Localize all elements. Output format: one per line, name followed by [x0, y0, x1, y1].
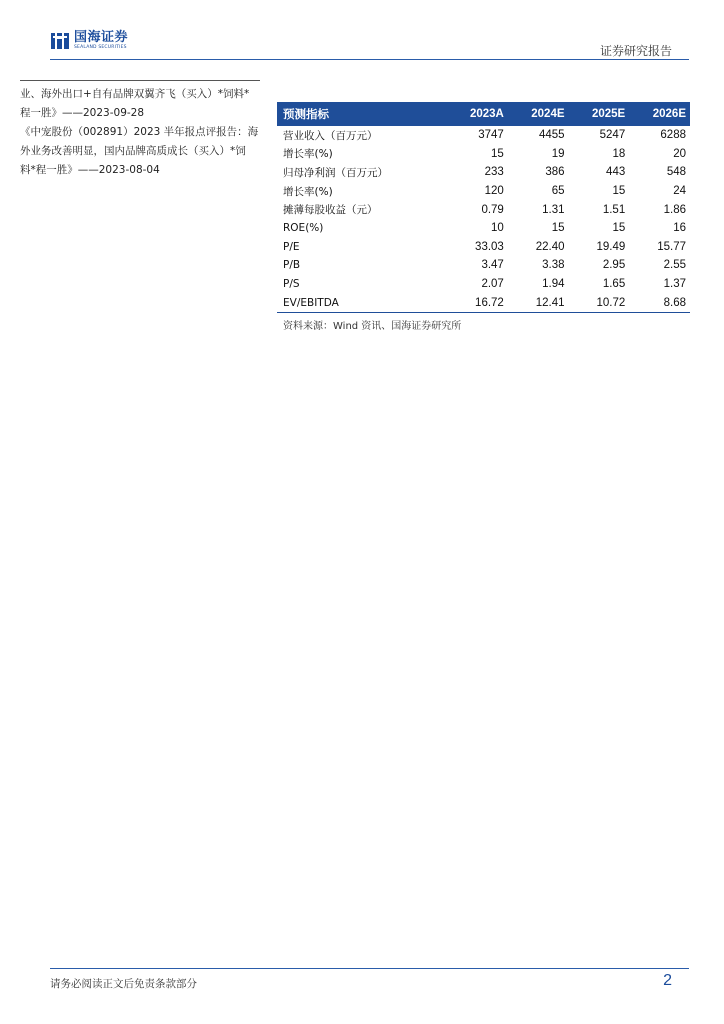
- value-cell: 0.79: [481, 203, 504, 216]
- value-cell: 3747: [478, 129, 504, 142]
- row-label-cell: P/S: [283, 278, 300, 291]
- value-cell: 1.65: [602, 278, 626, 291]
- table-row: [277, 256, 690, 275]
- value-cell: 443: [606, 166, 626, 179]
- value-cell: 18: [612, 147, 626, 160]
- reference-line: 程一胜》——2023-09-28: [20, 107, 145, 119]
- row-label-cell: 营业收入（百万元）: [283, 129, 378, 142]
- value-cell: 16.72: [446, 293, 508, 312]
- value-cell: 65: [551, 185, 565, 198]
- value-cell: 8.68: [629, 293, 690, 312]
- reference-line: 料*程一胜》——2023-08-04: [20, 164, 160, 176]
- row-label-cell: 归母净利润（百万元）: [283, 166, 388, 179]
- company-logo: [50, 31, 128, 51]
- value-cell: 120: [484, 185, 504, 198]
- table-row: [277, 219, 690, 238]
- reference-line: 业、海外出口+自有品牌双翼齐飞（买入）*饲料*: [20, 88, 250, 100]
- row-label-cell: 摊薄每股收益（元）: [283, 204, 378, 217]
- value-cell: 3.38: [542, 259, 565, 272]
- report-type-title: 证券研究报告: [599, 44, 672, 58]
- value-cell: 20: [673, 147, 686, 160]
- logo-english-name: SEALAND SECURITIES: [74, 45, 127, 50]
- value-cell: 1.37: [663, 278, 686, 291]
- table-row: [277, 126, 690, 145]
- disclaimer-note: 请务必阅读正文后免责条款部分: [50, 978, 197, 990]
- value-cell: 6288: [660, 129, 686, 142]
- value-cell: 386: [545, 166, 565, 179]
- logo-chinese-name: 国海证券: [74, 30, 129, 45]
- column-header: 2023A: [446, 102, 508, 126]
- value-cell: 4455: [538, 129, 565, 142]
- value-cell: 2.55: [663, 259, 686, 272]
- table-row: [277, 163, 690, 182]
- table-row: [277, 145, 690, 164]
- value-cell: 19: [551, 147, 565, 160]
- value-cell: 15: [491, 147, 504, 160]
- value-cell: 15: [612, 185, 626, 198]
- value-cell: 10: [491, 222, 504, 235]
- value-cell: 33.03: [475, 240, 504, 253]
- column-header: 2024E: [508, 102, 569, 126]
- value-cell: 5247: [599, 129, 626, 142]
- reference-line: 《中宠股份（002891）2023 半年报点评报告：海: [20, 126, 259, 138]
- value-cell: 1.86: [663, 203, 686, 216]
- table-row: [277, 293, 690, 312]
- value-cell: 2.95: [602, 259, 626, 272]
- column-header: 2025E: [569, 102, 630, 126]
- data-source-note: 资料来源：Wind 资讯、国海证券研究所: [283, 320, 462, 332]
- forecast-table: [277, 102, 690, 313]
- value-cell: 22.40: [535, 240, 565, 253]
- value-cell: 15: [551, 222, 565, 235]
- value-cell: 3.47: [481, 259, 504, 272]
- row-label-cell: P/E: [283, 240, 300, 253]
- row-label-cell: 增长率(%): [283, 148, 333, 161]
- value-cell: 15: [612, 222, 626, 235]
- value-cell: 2.07: [481, 278, 504, 291]
- table-header-row: [277, 102, 690, 126]
- table-row: [277, 275, 690, 294]
- value-cell: 1.94: [542, 278, 565, 291]
- forecast-table-section: [277, 102, 690, 332]
- row-label-cell: ROE(%): [283, 222, 324, 235]
- table-body: [277, 126, 690, 312]
- value-cell: 10.72: [569, 293, 630, 312]
- value-cell: 233: [484, 166, 504, 179]
- header-divider: [50, 59, 689, 60]
- reference-line: 外业务改善明显，国内品牌高质成长（买入）*饲: [20, 145, 246, 157]
- table-row: [277, 182, 690, 201]
- value-cell: 24: [673, 185, 686, 198]
- value-cell: 19.49: [596, 240, 626, 253]
- row-label-cell: 增长率(%): [283, 185, 333, 198]
- page-number: 2: [663, 972, 672, 989]
- value-cell: 16: [673, 222, 686, 235]
- sealand-logo-icon: [50, 31, 70, 51]
- table-row: [277, 200, 690, 219]
- table-row: [277, 238, 690, 257]
- value-cell: 15.77: [657, 240, 686, 253]
- value-cell: 1.51: [602, 203, 626, 216]
- value-cell: 1.31: [542, 203, 565, 216]
- column-header: 2026E: [629, 102, 690, 126]
- row-label-cell: EV/EBITDA: [277, 293, 446, 312]
- footer-divider: [50, 968, 689, 969]
- page-header: [0, 0, 724, 62]
- related-reports: [20, 80, 260, 180]
- value-cell: 548: [666, 166, 686, 179]
- value-cell: 12.41: [508, 293, 569, 312]
- column-header: 预测指标: [277, 102, 446, 126]
- row-label-cell: P/B: [283, 259, 301, 272]
